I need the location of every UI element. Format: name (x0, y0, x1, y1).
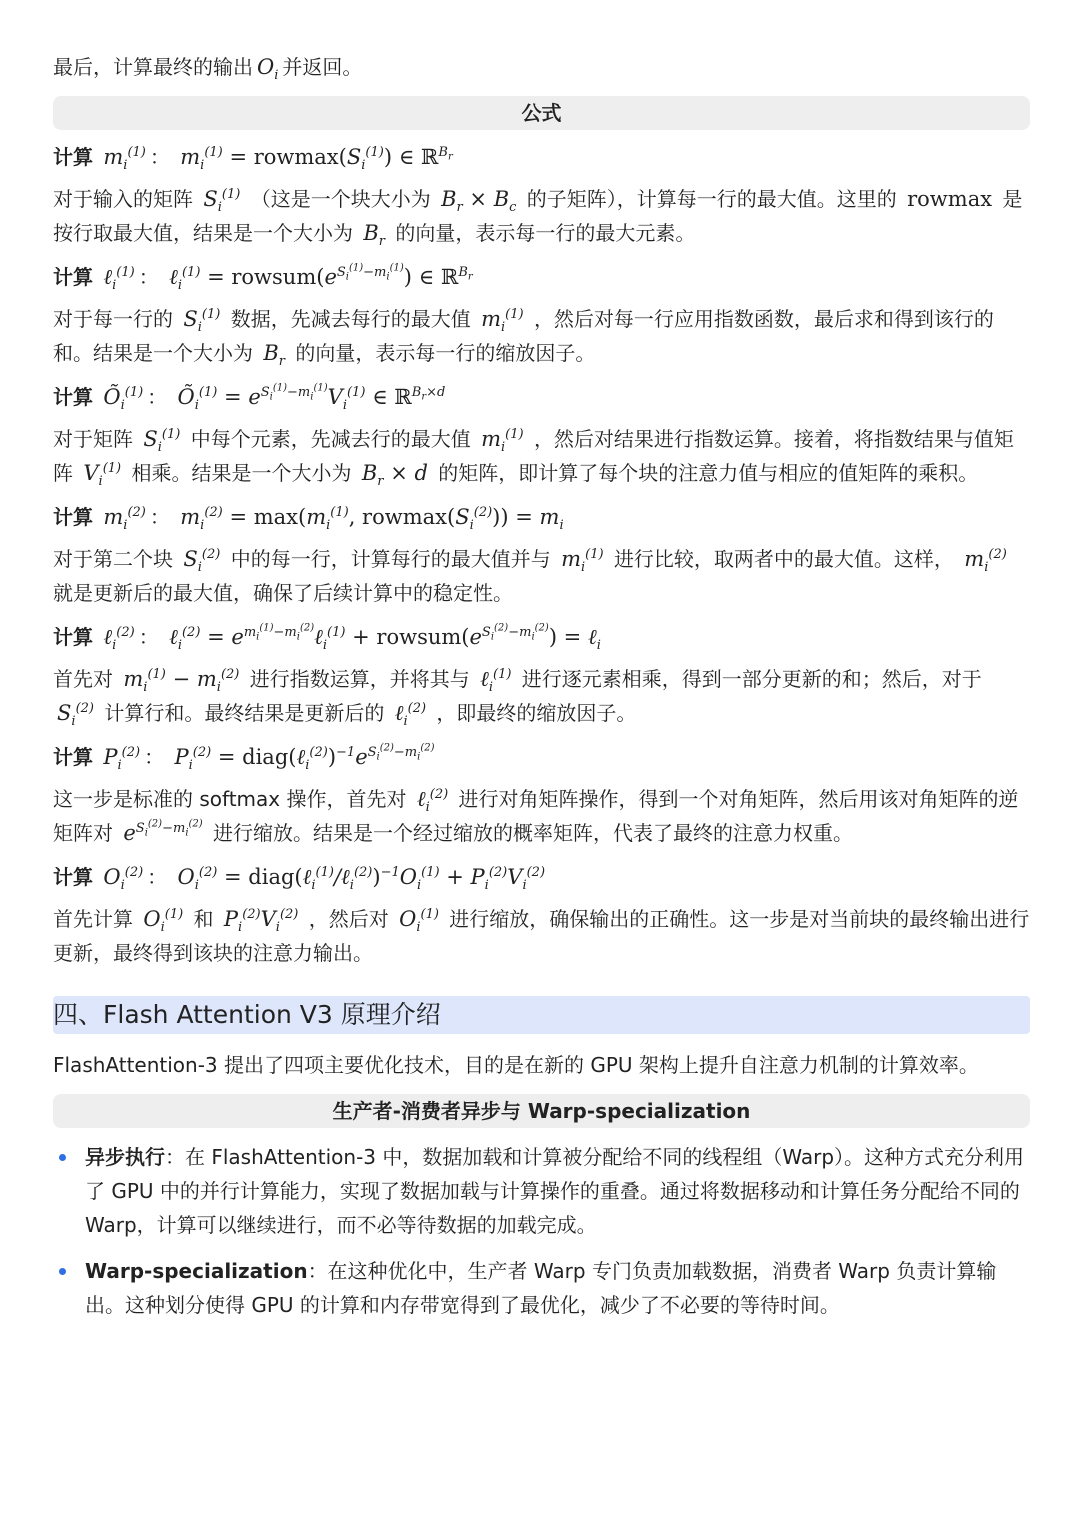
text: ，然后对每一行应用指数函数，最后求和得到该行的和。结果是一个大小为 (53, 307, 994, 365)
text: 进行指数运算，并将其与 (249, 667, 470, 691)
formula-header: 公式 (53, 96, 1030, 130)
compute-label: 计算 (53, 145, 93, 169)
intro-prefix: 最后，计算最终的输出 (53, 55, 253, 79)
math: $O_i^{(2)}$ (103, 865, 144, 894)
step-5-formula: 计算 ℓ$_i^{(2)}$ ： ℓ$_i^{(2)}$ = $e^{m_i^{(1)}-m_i^{(2)}}\ell_i^{(1)}$ + $rowsum(e^{S_i^{(2)}-m_i^{(2)}})$ = ℓ$_i$ (53, 622, 601, 654)
math: $m_i^{(1)}$ (561, 547, 604, 576)
compute-label: 计算 (53, 745, 93, 769)
text: 中的每一行，计算每行的最大值并与 (230, 547, 551, 571)
text: 进行逐元素相乘，得到一部分更新的和；然后，对于 (521, 667, 982, 691)
text: 的子矩阵），计算每一行的最大值。这里的 (526, 187, 897, 211)
math: $P_i^{(2)}$ (103, 745, 141, 774)
math: $m_i^{(1)}$ (103, 145, 146, 174)
math: ℓ$_i^{(1)}$ (103, 265, 135, 294)
math: $S_i^{(2)}$ (183, 547, 221, 576)
text: 进行对角矩阵操作，得到一个对角矩阵，然后用该对角矩阵的逆矩阵对 (53, 787, 1019, 845)
text: （这是一个块大小为 (250, 187, 431, 211)
math: $m_i^{(2)}$ (103, 505, 146, 534)
bullet-list (53, 1140, 1030, 1322)
math: ℓ$_i^{(2)}$ (103, 625, 135, 654)
math: ℓ$_i^{(1)}$ = $rowsum(e^{S_i^{(1)}-m_i^{(1)}})$ ∈ ℝ$^{B_r}$ (169, 262, 473, 294)
intro-line (53, 50, 1030, 84)
math: $e^{S_i^{(2)}-m_i^{(2)}}$ (123, 818, 203, 845)
step-7-desc (53, 902, 1030, 970)
math: ℓ$_i^{(2)}$ = $e^{m_i^{(1)}-m_i^{(2)}}\ell_i^{(1)}$ + $rowsum(e^{S_i^{(2)}-m_i^{(2)}})$ = ℓ$_i$ (169, 622, 601, 654)
text: 对于第二个块 (53, 547, 173, 571)
math: ℓ$_i^{(1)}$ (480, 667, 512, 696)
content (53, 50, 1030, 1322)
math: $B_r \times B_c$ (441, 187, 517, 216)
list-item (53, 1254, 1030, 1322)
list-item (53, 1140, 1030, 1242)
text: 的向量，表示每一行的缩放因子。 (295, 341, 596, 365)
math: $Õ_i^{(1)} = e^{S_i^{(1)}-m_i^{(1)}}V_i^{(1)}$ ∈ ℝ$^{B_r\times d}$ (177, 382, 446, 414)
math: $m_i^{(2)}$ (964, 547, 1007, 576)
step-3-desc (53, 422, 1030, 490)
compute-label: 计算 (53, 505, 93, 529)
bullet-dot-icon (59, 1268, 66, 1275)
bullet-text: ：在这种优化中，生产者 Warp 专门负责加载数据，消费者 Warp 负责计算输出。这种划分使得 GPU 的计算和内存带宽得到了最优化，减少了不必要的等待时间。 (85, 1259, 997, 1317)
text: 对于输入的矩阵 (53, 187, 193, 211)
text: 相乘。结果是一个大小为 (131, 461, 352, 485)
step-6-formula: 计算 $P_i^{(2)}$ ： $P_i^{(2)}$ = $diag(\ell_i^{(2)})^{-1}e^{S_i^{(2)}-m_i^{(2)}}$ (53, 742, 435, 774)
step-2-formula: 计算 ℓ$_i^{(1)}$ ： ℓ$_i^{(1)}$ = $rowsum(e^{S_i^{(1)}-m_i^{(1)}})$ ∈ ℝ$^{B_r}$ (53, 262, 473, 294)
math: $m_i^{(2)} = \max(m_i^{(1)}$, $rowmax(S_i^{(2)})) = m_i$ (180, 505, 564, 534)
step-3-formula: 计算 $Õ_i^{(1)}$ ： $Õ_i^{(1)} = e^{S_i^{(1)}-m_i^{(1)}}V_i^{(1)}$ ∈ ℝ$^{B_r\times d}$ (53, 382, 446, 414)
intro-suffix: 并返回。 (282, 55, 363, 79)
math: $P_i^{(2)}$ = $diag(\ell_i^{(2)})^{-1}e^{S_i^{(2)}-m_i^{(2)}}$ (174, 742, 435, 774)
text: 这一步是标准的 softmax 操作，首先对 (53, 787, 407, 811)
text: 首先对 (53, 667, 113, 691)
text: 对于每一行的 (53, 307, 173, 331)
step-1-formula: 计算 $m_i^{(1)}$ ： $m_i^{(1)} = rowmax(S_i^{(1)})$ ∈ ℝ$^{B_r}$ (53, 145, 453, 174)
math: $O_i^{(1)}$ (143, 907, 184, 936)
math: $S_i^{(2)}$ (57, 701, 94, 730)
text: 首先计算 (53, 907, 133, 931)
text: 就是更新后的最大值，确保了后续计算中的稳定性。 (53, 581, 513, 605)
math-Oi: $O_i$ (257, 55, 279, 84)
text: 数据，先减去每行的最大值 (230, 307, 471, 331)
step-2-desc (53, 302, 1030, 370)
text: ，即最终的缩放因子。 (436, 701, 637, 725)
math: $m_i^{(1)} - m_i^{(2)}$ (123, 667, 240, 696)
math: ℓ$_i^{(2)}$ (394, 701, 427, 730)
text: 是按行取最大值，结果是一个大小为 (53, 187, 1023, 245)
compute-label: 计算 (53, 865, 93, 889)
bullet-term: 异步执行 (85, 1145, 165, 1169)
bullet-text: ：在 FlashAttention-3 中，数据加载和计算被分配给不同的线程组（Warp）。这种方式充分利用了 GPU 中的并行计算能力，实现了数据加载与计算操作的重叠。通过将数据移动和计算任务分配给不同的 Warp，计算可以继续进行，而不必等待数据的加载完成。 (85, 1145, 1025, 1237)
bullet-dot-icon (59, 1154, 66, 1161)
step-7-formula: 计算 $O_i^{(2)}$ ： $O_i^{(2)}$ = $diag(\ell_i^{(1)}/\ell_i^{(2)})^{-1}O_i^{(1)} + P_i^{(2)}V_i^{(2)}$ (53, 865, 546, 894)
math: $S_i^{(1)}$ (203, 187, 241, 216)
math: $S_i^{(1)}$ (143, 427, 181, 456)
text: 的矩阵，即计算了每个块的注意力值与相应的值矩阵的乘积。 (438, 461, 979, 485)
step-5-desc (53, 662, 1030, 730)
text: 对于矩阵 (53, 427, 133, 451)
math: $B_r$ (363, 221, 386, 250)
math: $m_i^{(1)}$ (481, 427, 524, 456)
math: $m_i^{(1)}$ (481, 307, 524, 336)
step-4-formula: 计算 $m_i^{(2)}$ ： $m_i^{(2)} = \max(m_i^{(1)}$, $rowmax(S_i^{(2)})) = m_i$ (53, 505, 564, 534)
math: $m_i^{(1)} = rowmax(S_i^{(1)})$ ∈ ℝ$^{B_r}$ (180, 145, 453, 174)
bullet-term: Warp-specialization (85, 1259, 308, 1283)
math: $S_i^{(1)}$ (183, 307, 221, 336)
text: 进行缩放，确保输出的正确性。这一步是对当前块的最终输出进行更新，最终得到该块的注意力输出。 (53, 907, 1030, 965)
text: 进行比较，取两者中的最大值。这样， (613, 547, 954, 571)
text: 计算行和。最终结果是更新后的 (104, 701, 385, 725)
text: ，然后对 (308, 907, 389, 931)
math: ℓ$_i^{(2)}$ (416, 787, 449, 816)
step-1-desc (53, 182, 1030, 250)
math: $V_i^{(1)}$ (83, 461, 122, 490)
text: ，然后对结果进行指数运算。接着，将指数结果与值矩阵 (53, 427, 1014, 485)
compute-label: 计算 (53, 625, 93, 649)
section-intro: FlashAttention-3 提出了四项主要优化技术，目的是在新的 GPU 架构上提升自注意力机制的计算效率。 (53, 1053, 979, 1077)
math: $O_i^{(1)}$ (399, 907, 439, 936)
text: 和 (193, 907, 214, 931)
step-4-desc (53, 542, 1030, 610)
section-title: 四、Flash Attention V3 原理介绍 (53, 996, 1030, 1034)
compute-label: 计算 (53, 265, 93, 289)
math: rowmax (907, 187, 993, 211)
math: $B_r \times d$ (361, 461, 428, 490)
sub-header: 生产者-消费者异步与 Warp-specialization (53, 1094, 1030, 1128)
text: 的向量，表示每一行的最大元素。 (395, 221, 696, 245)
math: $Õ_i^{(1)}$ (103, 385, 144, 414)
compute-label: 计算 (53, 385, 93, 409)
math: $P_i^{(2)}V_i^{(2)}$ (223, 907, 299, 936)
math: $O_i^{(2)}$ = $diag(\ell_i^{(1)}/\ell_i^{(2)})^{-1}O_i^{(1)} + P_i^{(2)}V_i^{(2)}$ (177, 865, 546, 894)
step-6-desc (53, 782, 1030, 850)
math: $B_r$ (263, 341, 286, 370)
text: 中每个元素，先减去行的最大值 (190, 427, 471, 451)
text: 进行缩放。结果是一个经过缩放的概率矩阵，代表了最终的注意力权重。 (213, 821, 854, 845)
